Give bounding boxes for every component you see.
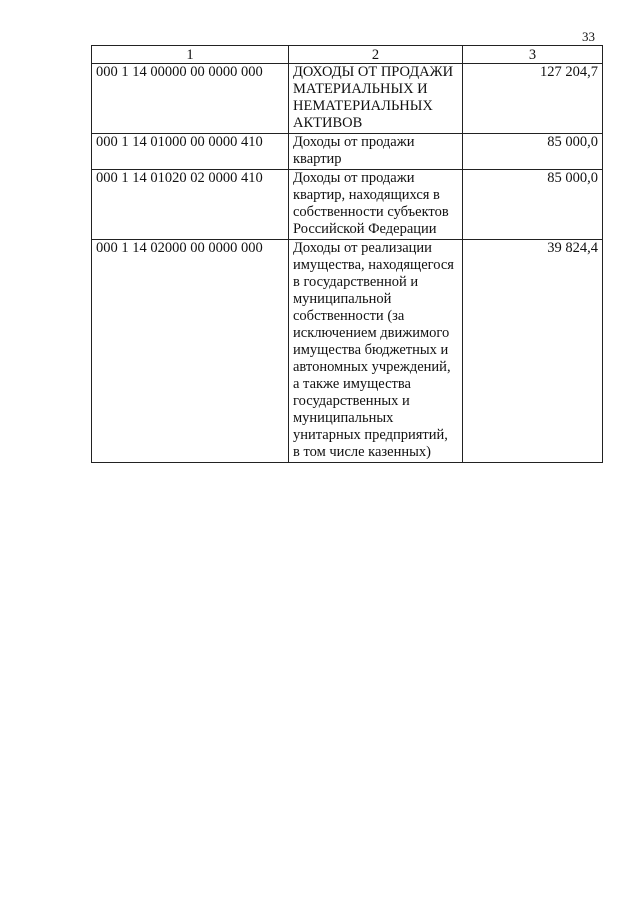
amount-cell: 85 000,0	[463, 170, 603, 240]
budget-code-cell: 000 1 14 00000 00 0000 000	[92, 64, 289, 134]
table-row	[92, 134, 603, 170]
column-header-code: 1	[92, 46, 289, 64]
table-row	[92, 240, 603, 463]
table-row	[92, 64, 603, 134]
page-number: 33	[582, 29, 595, 44]
amount-cell: 85 000,0	[463, 134, 603, 170]
column-header-amount: 3	[463, 46, 603, 64]
column-header-name: 2	[289, 46, 463, 64]
budget-code-cell: 000 1 14 01000 00 0000 410	[92, 134, 289, 170]
table-header-row	[92, 46, 603, 64]
table-row	[92, 170, 603, 240]
amount-cell: 39 824,4	[463, 240, 603, 463]
revenue-name-cell: Доходы от реализации имущества, находящегося в государственной и муниципальной собственности (за исключением движимого имущества бюджетных и автономных учреждений, а также имущества государственных и муниципальных унитарных предприятий, в том числе казенных)	[289, 240, 463, 463]
revenue-table	[91, 45, 603, 463]
budget-code-cell: 000 1 14 02000 00 0000 000	[92, 240, 289, 463]
revenue-name-cell: Доходы от продажи квартир, находящихся в собственности субъектов Российской Федерации	[289, 170, 463, 240]
budget-code-cell: 000 1 14 01020 02 0000 410	[92, 170, 289, 240]
revenue-name-cell: ДОХОДЫ ОТ ПРОДАЖИ МАТЕРИАЛЬНЫХ И НЕМАТЕРИАЛЬНЫХ АКТИВОВ	[289, 64, 463, 134]
amount-cell: 127 204,7	[463, 64, 603, 134]
revenue-name-cell: Доходы от продажи квартир	[289, 134, 463, 170]
